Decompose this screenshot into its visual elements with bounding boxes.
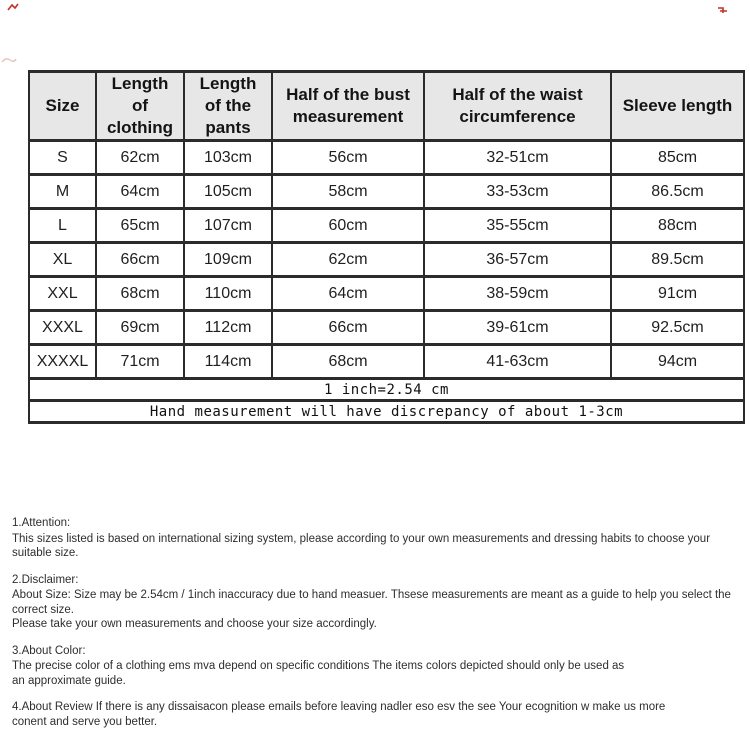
size-cell: L bbox=[29, 209, 96, 243]
measurement-cell: 64cm bbox=[96, 175, 184, 209]
measurement-cell: 85cm bbox=[611, 141, 744, 175]
measurement-cell: 39-61cm bbox=[424, 311, 611, 345]
measurement-cell: 36-57cm bbox=[424, 243, 611, 277]
info-heading: 3.About Color: bbox=[12, 644, 86, 657]
info-line: conent and serve you better. bbox=[12, 715, 158, 728]
measurement-cell: 110cm bbox=[184, 277, 272, 311]
info-line: 4.About Review If there is any dissaisacon please emails before leaving nadler eso esv the see Your ecognition w make us more bbox=[12, 701, 666, 713]
info-line: an approximate guide. bbox=[12, 674, 126, 687]
info-line: The precise color of a clothing ems mva depend on specific conditions The items colors depicted should only be used as bbox=[12, 660, 625, 672]
measurement-cell: 103cm bbox=[184, 141, 272, 175]
measurement-cell: 68cm bbox=[272, 345, 424, 379]
measurement-cell: 89.5cm bbox=[611, 243, 744, 277]
info-heading: 2.Disclaimer: bbox=[12, 573, 79, 586]
red-watermark-left-edge bbox=[1, 56, 17, 64]
measurement-cell: 105cm bbox=[184, 175, 272, 209]
table-row bbox=[29, 175, 744, 209]
measurement-cell: 35-55cm bbox=[424, 209, 611, 243]
measurement-cell: 66cm bbox=[96, 243, 184, 277]
info-section bbox=[12, 700, 742, 729]
size-cell: S bbox=[29, 141, 96, 175]
measurement-cell: 112cm bbox=[184, 311, 272, 345]
column-header-half-bust: Half of the bust measurement bbox=[272, 72, 424, 141]
measurement-cell: 71cm bbox=[96, 345, 184, 379]
measurement-cell: 58cm bbox=[272, 175, 424, 209]
measurement-cell: 94cm bbox=[611, 345, 744, 379]
column-header-half-waist: Half of the waist circumference bbox=[424, 72, 611, 141]
measurement-cell: 41-63cm bbox=[424, 345, 611, 379]
red-watermark-top-left bbox=[7, 3, 19, 12]
measurement-cell: 64cm bbox=[272, 277, 424, 311]
size-cell: XXXL bbox=[29, 311, 96, 345]
info-section bbox=[12, 516, 742, 561]
measurement-cell: 68cm bbox=[96, 277, 184, 311]
info-section bbox=[12, 644, 742, 689]
measurement-cell: 62cm bbox=[272, 243, 424, 277]
measurement-cell: 33-53cm bbox=[424, 175, 611, 209]
size-table-notes bbox=[29, 379, 744, 423]
info-section bbox=[12, 573, 742, 632]
measurement-cell: 109cm bbox=[184, 243, 272, 277]
measurement-cell: 56cm bbox=[272, 141, 424, 175]
column-header-sleeve-length: Sleeve length bbox=[611, 72, 744, 141]
size-cell: XXXXL bbox=[29, 345, 96, 379]
info-block bbox=[12, 516, 742, 741]
size-cell: M bbox=[29, 175, 96, 209]
measurement-cell: 88cm bbox=[611, 209, 744, 243]
note-row bbox=[29, 379, 744, 401]
red-watermark-top-right bbox=[717, 6, 729, 15]
measurement-cell: 38-59cm bbox=[424, 277, 611, 311]
info-line: About Size: Size may be 2.54cm / 1inch inaccuracy due to hand measuer. Thsese measurements are meant as a guide to help you select the correct size. bbox=[12, 589, 731, 616]
size-chart-table bbox=[28, 70, 745, 424]
info-heading: 1.Attention: bbox=[12, 517, 71, 529]
column-header-length-of-pants: Length of the pants bbox=[184, 72, 272, 141]
measurement-cell: 60cm bbox=[272, 209, 424, 243]
note-inch-conversion: 1 inch=2.54 cm bbox=[29, 379, 744, 401]
table-row bbox=[29, 141, 744, 175]
size-table-body bbox=[29, 141, 744, 379]
table-row bbox=[29, 243, 744, 277]
measurement-cell: 86.5cm bbox=[611, 175, 744, 209]
measurement-cell: 92.5cm bbox=[611, 311, 744, 345]
size-cell: XXL bbox=[29, 277, 96, 311]
measurement-cell: 32-51cm bbox=[424, 141, 611, 175]
measurement-cell: 107cm bbox=[184, 209, 272, 243]
table-row bbox=[29, 209, 744, 243]
measurement-cell: 66cm bbox=[272, 311, 424, 345]
measurement-cell: 69cm bbox=[96, 311, 184, 345]
measurement-cell: 65cm bbox=[96, 209, 184, 243]
note-row bbox=[29, 401, 744, 423]
measurement-cell: 114cm bbox=[184, 345, 272, 379]
table-row bbox=[29, 277, 744, 311]
table-row bbox=[29, 311, 744, 345]
note-hand-measurement: Hand measurement will have discrepancy of about 1-3cm bbox=[29, 401, 744, 423]
table-header-row bbox=[29, 72, 744, 141]
table-row bbox=[29, 345, 744, 379]
column-header-size: Size bbox=[29, 72, 96, 141]
info-line: This sizes listed is based on international sizing system, please according to your own measurements and dressing habits to choose your suitable size. bbox=[12, 532, 711, 559]
info-line: Please take your own measurements and choose your size accordingly. bbox=[12, 618, 377, 630]
column-header-length-of-clothing: Length of clothing bbox=[96, 72, 184, 141]
measurement-cell: 91cm bbox=[611, 277, 744, 311]
size-cell: XL bbox=[29, 243, 96, 277]
measurement-cell: 62cm bbox=[96, 141, 184, 175]
